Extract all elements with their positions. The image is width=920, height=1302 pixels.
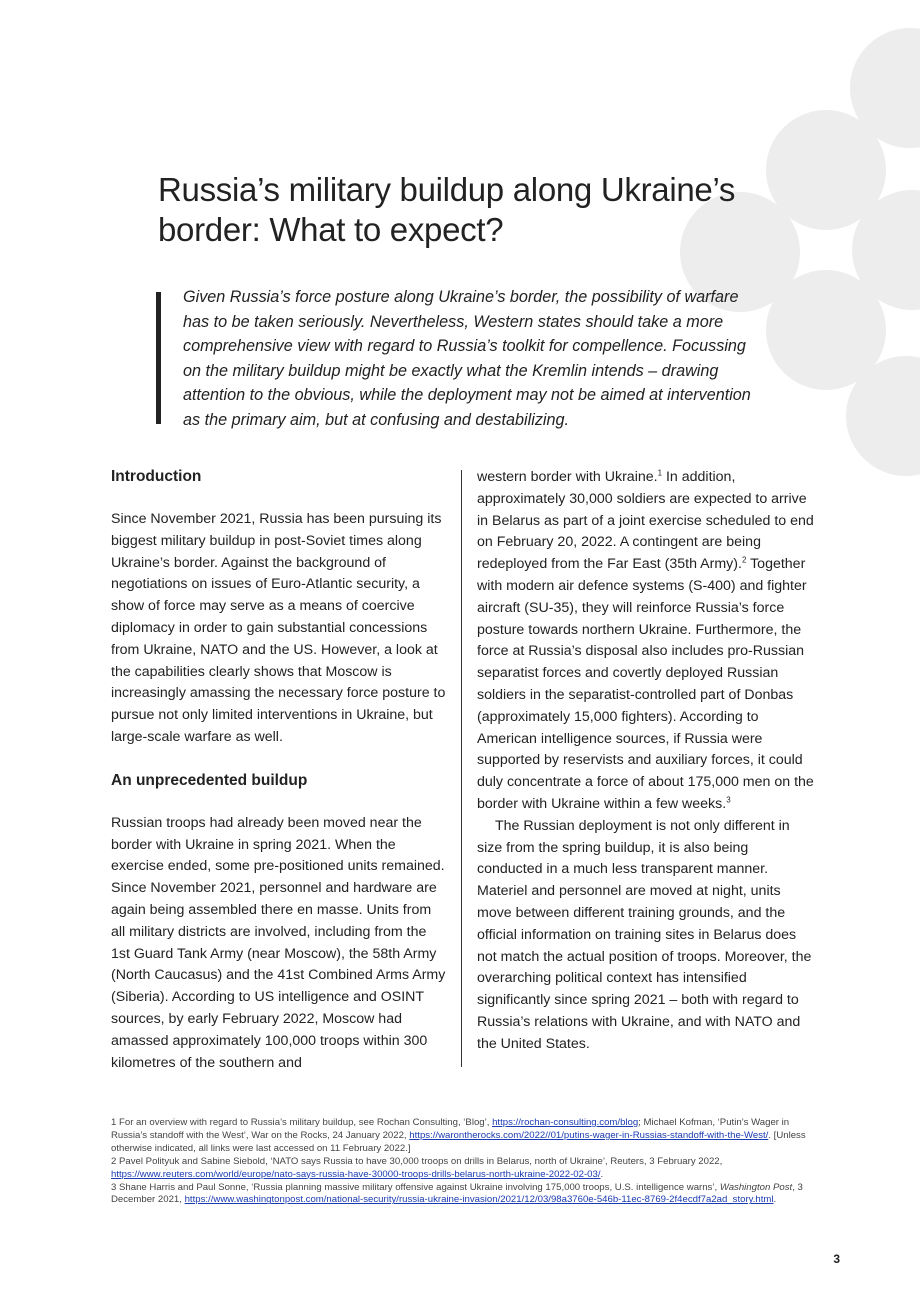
footnote-2 (111, 1156, 811, 1182)
continuation-paragraph (477, 467, 817, 816)
paragraph-text: Together with modern air defence systems (S-400) and fighter aircraft (SU-35), they will reinforce Russia’s force posture towards northern Ukraine. Furthermore, the force at Russia’s disposal also includes pro-Russian separatist forces and covertly deployed Russian soldiers in the separatist-controlled part of Donbas (approximately 15,000 fighters). According to American intelligence sources, if Russia were supported by reservists and auxiliary forces, it could duly concentrate a force of about 175,000 men on the border with Ukraine within a few weeks. (477, 556, 814, 812)
paragraph-text: In addition, approximately 30,000 soldiers are expected to arrive in Belarus as part of a joint exercise scheduled to end on February 20, 2022. A contingent are being redeployed from the Far East (35th Army). (477, 469, 814, 573)
footnote-publication: Washington Post (719, 1181, 793, 1193)
footnote-text: 2 Pavel Polityuk and Sabine Siebold, ‘NATO says Russia to have 30,000 troops on drills in Belarus, north of Ukraine’, Reuters, 3 February 2022, (111, 1155, 723, 1167)
footnote-3 (111, 1182, 811, 1208)
right-column (477, 467, 817, 1056)
footnote-ref-2[interactable]: 2 (741, 555, 747, 565)
footnote-text: 3 Shane Harris and Paul Sonne, ‘Russia planning massive military offensive against Ukraine involving 175,000 troops, U.S. intelligence warns’, (111, 1181, 720, 1193)
footnote-1 (111, 1117, 811, 1156)
page-title: Russia’s military buildup along Ukraine’s border: What to expect? (158, 171, 736, 248)
intro-paragraph: Since November 2021, Russia has been pursuing its biggest military buildup in post-Soviet times along Ukraine’s border. Against the background of negotiations on issues of Euro-Atlantic security, a show of force may serve as a means of coercive diplomacy in order to gain substantial concessions from Ukraine, NATO and the US. However, a look at the capabilities clearly shows that Moscow is increasingly amassing the necessary force posture to pursue not only limited interventions in Ukraine, but large-scale warfare as well. (111, 511, 446, 745)
footnotes (111, 1117, 811, 1207)
buildup-paragraph: Russian troops had already been moved near the border with Ukraine in spring 2021. When the exercise ended, some pre-positioned units remained. Since November 2021, personnel and hardware are again being assembled there en masse. Units from all military districts are involved, including from the 1st Guard Tank Army (near Moscow), the 58th Army (North Caucasus) and the 41st Combined Arms Army (Siberia). According to US intelligence and OSINT sources, by early February 2022, Moscow had amassed approximately 100,000 troops within 300 kilometres of the southern and (111, 814, 446, 1071)
footnote-text: . (600, 1168, 604, 1180)
footnote-text: . (773, 1194, 777, 1206)
left-column (111, 465, 447, 1074)
footnote-text: ; Michael Kofman, ‘Putin’s Wager in Russia’s standoff with the West’, War on the Rocks, 24 January 2022, (111, 1117, 790, 1141)
paragraph-text: western border with Ukraine. (477, 469, 658, 485)
footnote-text: , 3 December 2021, (111, 1181, 803, 1206)
section-heading-buildup: An unprecedented buildup (111, 771, 308, 789)
footnote-link[interactable]: https://www.reuters.com/world/europe/nato-says-russia-have-30000-troops-drills-belarus-north-ukraine-2022-02-03/ (111, 1168, 601, 1180)
footnote-ref-3[interactable]: 3 (726, 795, 731, 805)
page-number: 3 (833, 1252, 840, 1266)
footnote-text: . [Unless otherwise indicated, all links were last accessed on 11 February 2022.] (111, 1129, 806, 1154)
footnote-text: 1 For an overview with regard to Russia’s military buildup, see Rochan Consulting, ‘Blog’, (111, 1117, 493, 1128)
column-divider (461, 470, 462, 1067)
deployment-paragraph: The Russian deployment is not only different in size from the spring buildup, it is also being conducted in a much less transparent manner. Materiel and personnel are moved at night, units move between different training grounds, and the official information on training sites in Belarus does not match the actual position of troops. Moreover, the overarching political context has intensified significantly since spring 2021 – both with regard to Russia’s relations with Ukraine, and with NATO and the United States. (477, 817, 812, 1052)
footnote-link[interactable]: https://rochan-consulting.com/blog (492, 1117, 639, 1128)
lead-paragraph: Given Russia’s force posture along Ukraine’s border, the possibility of warfare has to be taken seriously. Nevertheless, Western states should take a more comprehensive view with regard to Russia’s toolkit for compellence. Focussing on the military buildup might be exactly what the Kremlin intends – drawing attention to the obvious, while the deployment may not be aimed at intervention as the primary aim, but at confusing and destabilizing. (183, 288, 751, 429)
footnote-link[interactable]: https://www.washingtonpost.com/national-security/russia-ukraine-invasion/2021/12/03/98a3760e-546b-11ec-8769-2f4ecdf7a2ad_story.html (184, 1194, 774, 1206)
footnote-ref-1[interactable]: 1 (657, 468, 663, 478)
section-heading-introduction: Introduction (111, 468, 202, 485)
lead-accent-bar (156, 292, 161, 424)
footnote-link[interactable]: https://warontherocks.com/2022//01/putins-wager-in-Russias-standoff-with-the-West/ (409, 1129, 769, 1141)
